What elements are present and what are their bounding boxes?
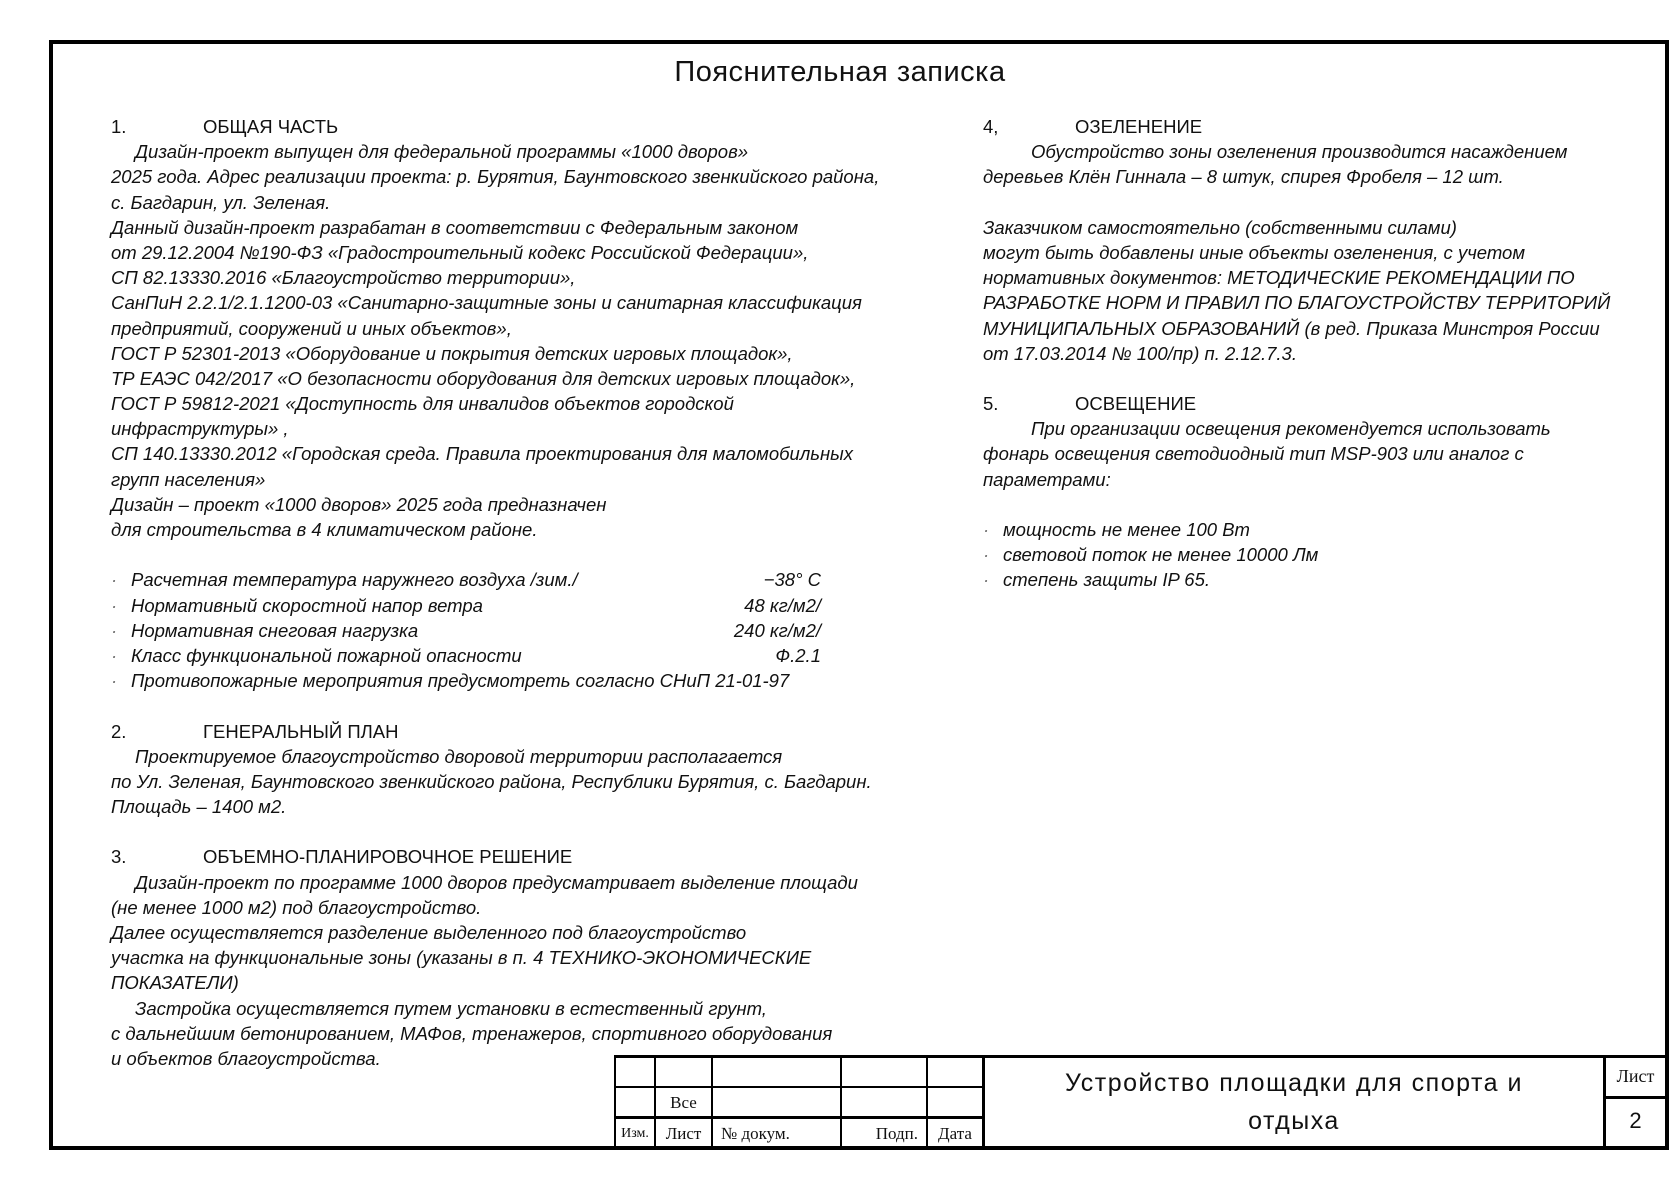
text-line — [111, 290, 941, 315]
line-text: СП 140.13330.2012 «Городская среда. Правила проектирования для маломобильных — [111, 443, 854, 465]
list-item — [111, 668, 941, 693]
line-text: Нормативный скоростной напор ветра — [131, 594, 483, 616]
line-text: МУНИЦИПАЛЬНЫХ ОБРАЗОВАНИЙ (в ред. Приказа Минстроя России — [983, 317, 1600, 339]
tb-label-doc-number: № докум. — [711, 1116, 840, 1146]
line-text: фонарь освещения светодиодный тип MSP-903 или аналог с — [983, 443, 1524, 465]
line-text: СП 82.13330.2016 «Благоустройство территории», — [111, 267, 576, 289]
text-line — [111, 517, 941, 542]
section-number: 3. — [111, 846, 127, 868]
section-number: 5. — [983, 393, 999, 415]
tb-cell — [614, 1086, 654, 1116]
line-text: Площадь – 1400 м2. — [111, 796, 287, 818]
parameter-value: 240 кг/м2/ — [733, 619, 821, 641]
text-line — [983, 416, 1623, 441]
line-text: участка на функциональные зоны (указаны в п. 4 ТЕХНИКО-ЭКОНОМИЧЕСКИЕ — [111, 947, 812, 969]
line-text: степень защиты IP 65. — [1003, 569, 1210, 591]
text-line — [111, 164, 941, 189]
section-title: ОЗЕЛЕНЕНИЕ — [1075, 116, 1203, 137]
list-item — [983, 567, 1623, 592]
line-text: световой поток не менее 10000 Лм — [1003, 544, 1319, 566]
tb-label-date: Дата — [926, 1116, 982, 1146]
line-text: Класс функциональной пожарной опасности — [131, 644, 522, 666]
blank-line — [111, 693, 941, 718]
line-text: Проектируемое благоустройство дворовой территории располагается — [135, 745, 783, 767]
section-title: ОБЪЕМНО-ПЛАНИРОВОЧНОЕ РЕШЕНИЕ — [203, 846, 573, 868]
line-text: групп населения» — [111, 468, 266, 490]
parameter-value: Ф.2.1 — [775, 644, 821, 666]
list-item — [983, 517, 1623, 542]
text-line — [111, 416, 941, 441]
line-text: Заказчиком самостоятельно (собственными силами) — [983, 216, 1457, 238]
sheet-label: Лист — [1603, 1055, 1665, 1096]
tb-cell — [711, 1055, 840, 1086]
tb-cell — [840, 1086, 926, 1116]
line-text: ГОСТ Р 52301-2013 «Оборудование и покрытия детских игровых площадок», — [111, 342, 793, 364]
text-line — [111, 996, 941, 1021]
project-name-line2: отдыха — [1248, 1107, 1340, 1135]
tb-cell — [711, 1086, 840, 1116]
text-line — [111, 870, 941, 895]
text-line — [111, 769, 941, 794]
text-line — [111, 215, 941, 240]
line-text: СанПиН 2.2.1/2.1.1200-03 «Санитарно-защитные зоны и санитарная классификация — [111, 292, 862, 314]
line-text: с. Багдарин, ул. Зеленая. — [111, 191, 331, 213]
text-line — [111, 391, 941, 416]
text-line — [111, 265, 941, 290]
section-heading — [111, 844, 941, 869]
title-block — [614, 1055, 1665, 1146]
text-line — [111, 139, 941, 164]
blank-line — [111, 542, 941, 567]
line-text: Дизайн – проект «1000 дворов» 2025 года предназначен — [111, 493, 607, 515]
line-text: нормативных документов: МЕТОДИЧЕСКИЕ РЕКОМЕНДАЦИИ ПО — [983, 267, 1575, 289]
line-text: мощность не менее 100 Вт — [1003, 519, 1250, 540]
line-text: ТР ЕАЭС 042/2017 «О безопасности оборудования для детских игровых площадок», — [111, 367, 856, 389]
section-title: ОБЩАЯ ЧАСТЬ — [203, 116, 339, 137]
list-item — [111, 643, 941, 668]
line-text: Дизайн-проект выпущен для федеральной программы «1000 дворов» — [135, 141, 749, 163]
section-heading — [983, 114, 1623, 139]
blank-line — [983, 492, 1623, 517]
blank-line — [983, 190, 1623, 215]
line-text: от 17.03.2014 № 100/пр) п. 2.12.7.3. — [983, 342, 1297, 364]
line-text: для строительства в 4 климатическом районе. — [111, 519, 538, 540]
parameter-value: 48 кг/м2/ — [744, 594, 821, 616]
text-line — [111, 190, 941, 215]
section-title: ГЕНЕРАЛЬНЫЙ ПЛАН — [203, 720, 399, 742]
section-heading — [111, 114, 941, 139]
line-text: (не менее 1000 м2) под благоустройство. — [111, 896, 482, 918]
section-number: 1. — [111, 116, 127, 137]
line-text: ГОСТ Р 59812-2021 «Доступность для инвалидов объектов городской — [111, 393, 734, 415]
line-text: Далее осуществляется разделение выделенного под благоустройство — [111, 922, 747, 943]
tb-label-signature: Подп. — [840, 1116, 926, 1146]
list-item — [983, 542, 1623, 567]
text-line — [983, 215, 1623, 240]
line-text: параметрами: — [983, 468, 1111, 490]
list-item — [111, 618, 941, 643]
line-text: деревьев Клён Гиннала – 8 штук, спирея Фробеля – 12 шт. — [983, 166, 1504, 188]
section-number: 4, — [983, 116, 999, 137]
text-line — [111, 240, 941, 265]
text-line — [111, 366, 941, 391]
line-text: могут быть добавлены иные объекты озеленения, с учетом — [983, 241, 1526, 263]
line-text: При организации освещения рекомендуется использовать — [1031, 418, 1551, 440]
text-line — [111, 1021, 941, 1046]
text-line — [111, 920, 941, 945]
section-heading — [111, 719, 941, 744]
blank-line — [983, 366, 1623, 391]
line-text: 2025 года. Адрес реализации проекта: р. Бурятия, Баунтовского звенкийского района, — [111, 166, 880, 188]
line-text: Данный дизайн-проект разрабатан в соответствии с Федеральным законом — [111, 216, 799, 238]
tb-cell — [614, 1055, 654, 1086]
text-line — [111, 492, 941, 517]
line-text: инфраструктуры» , — [111, 418, 289, 440]
section-number: 2. — [111, 720, 127, 742]
text-line — [111, 794, 941, 819]
line-text: Расчетная температура наружнего воздуха /зим./ — [131, 569, 578, 591]
text-line — [111, 441, 941, 466]
right-column — [983, 114, 1623, 593]
line-text: Противопожарные мероприятия предусмотреть согласно СНиП 21-01-97 — [131, 670, 790, 692]
text-line — [111, 467, 941, 492]
text-line — [983, 139, 1623, 164]
line-text: ПОКАЗАТЕЛИ) — [111, 972, 239, 994]
line-text: Застройка осуществляется путем установки в естественный грунт, — [135, 997, 767, 1019]
tb-cell — [926, 1055, 982, 1086]
text-line — [983, 290, 1623, 315]
line-text: Дизайн-проект по программе 1000 дворов предусматривает выделение площади — [135, 871, 858, 893]
text-line — [983, 467, 1623, 492]
section-title: ОСВЕЩЕНИЕ — [1075, 393, 1197, 415]
list-item — [111, 567, 941, 592]
text-line — [111, 945, 941, 970]
tb-label-sheet: Лист — [654, 1116, 711, 1146]
text-line — [111, 744, 941, 769]
line-text: от 29.12.2004 №190-ФЗ «Градостроительный кодекс Российской Федерации», — [111, 241, 809, 263]
line-text: Нормативная снеговая нагрузка — [131, 619, 419, 641]
line-text: с дальнейшим бетонированием, МАФов, тренажеров, спортивного оборудования — [111, 1022, 833, 1044]
line-text: по Ул. Зеленая, Баунтовского звенкийского района, Республики Бурятия, с. Багдарин. — [111, 770, 872, 792]
text-line — [983, 164, 1623, 189]
line-text: и объектов благоустройства. — [111, 1047, 381, 1069]
line-text: Обустройство зоны озеленения производится насаждением — [1031, 141, 1568, 163]
text-line — [111, 341, 941, 366]
sheet-number: 2 — [1603, 1096, 1665, 1146]
text-line — [983, 316, 1623, 341]
blank-line — [111, 819, 941, 844]
text-line — [983, 265, 1623, 290]
text-line — [111, 895, 941, 920]
project-name — [982, 1055, 1603, 1146]
project-name-line1: Устройство площадки для спорта и — [1065, 1069, 1523, 1097]
text-line — [983, 341, 1623, 366]
text-line — [983, 441, 1623, 466]
left-column — [111, 114, 941, 1071]
tb-cell — [926, 1086, 982, 1116]
tb-cell — [654, 1055, 711, 1086]
page-title: Пояснительная записка — [674, 56, 1006, 88]
parameter-value: −38° С — [763, 569, 821, 591]
text-line — [111, 316, 941, 341]
text-line — [111, 970, 941, 995]
list-item — [111, 593, 941, 618]
tb-label-change: Изм. — [614, 1116, 654, 1146]
line-text: РАЗРАБОТКЕ НОРМ И ПРАВИЛ ПО БЛАГОУСТРОЙСТВУ ТЕРРИТОРИЙ — [983, 292, 1611, 314]
line-text: предприятий, сооружений и иных объектов», — [111, 317, 512, 339]
section-heading — [983, 391, 1623, 416]
text-line — [983, 240, 1623, 265]
tb-cell — [840, 1055, 926, 1086]
tb-cell-all: Все — [654, 1086, 711, 1116]
